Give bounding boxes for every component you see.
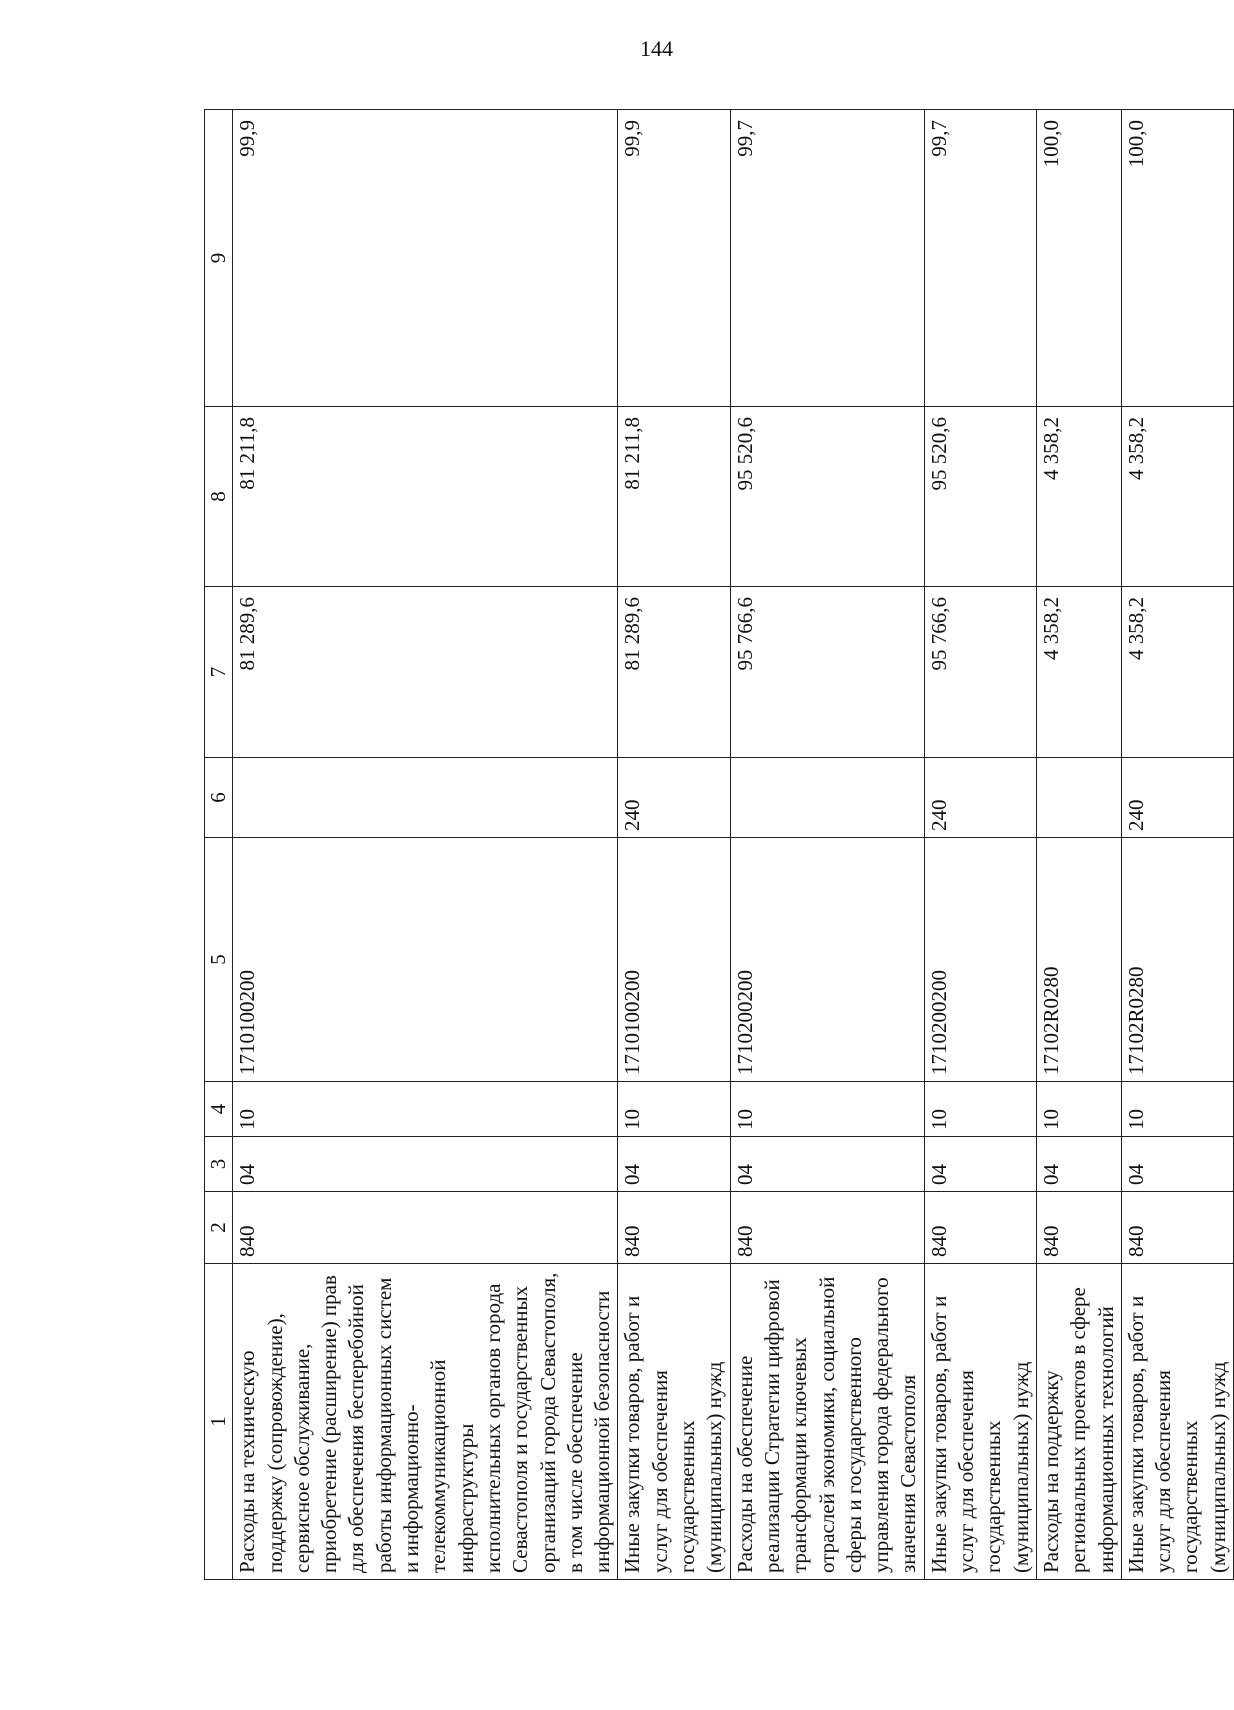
- code-cell: 840: [233, 1192, 618, 1264]
- code-cell: 840: [1121, 1192, 1233, 1264]
- expense-name-cell: Расходы на поддержку региональных проектов в сфере информационных технологий: [1036, 1264, 1121, 1580]
- code-cell: 240: [924, 758, 1036, 838]
- code-cell: 10: [924, 1082, 1036, 1137]
- code-cell: 04: [730, 1137, 924, 1192]
- amount-cell: 4 358,2: [1121, 587, 1233, 758]
- code-cell: 240: [618, 758, 730, 838]
- percent-cell: 100,0: [1121, 110, 1233, 407]
- header-cell: 3: [205, 1137, 233, 1192]
- percent-cell: 99,9: [618, 110, 730, 407]
- code-cell: 1710100200: [233, 838, 618, 1082]
- table-row: [1036, 110, 1121, 1580]
- code-cell: 17102R0280: [1121, 838, 1233, 1082]
- table-header-row: [205, 110, 233, 1580]
- expense-name-cell: Расходы на обеспечение реализации Стратегии цифровой трансформации ключевых отраслей экономики, социальной сферы и государственного управления города федерального значения Севастополя: [730, 1264, 924, 1580]
- code-cell: 840: [1036, 1192, 1121, 1264]
- code-cell: 1710200200: [924, 838, 1036, 1082]
- rotated-table-container: [204, 110, 1230, 1580]
- code-cell: 1710200200: [730, 838, 924, 1082]
- code-cell: 10: [1121, 1082, 1233, 1137]
- expense-name-cell: Иные закупки товаров, работ и услуг для обеспечения государственных (муниципальных) нужд: [1121, 1264, 1233, 1580]
- code-cell: [233, 758, 618, 838]
- page-number: 144: [640, 36, 673, 61]
- code-cell: 240: [1121, 758, 1233, 838]
- table-row: [618, 110, 730, 1580]
- amount-cell: 95 520,6: [730, 407, 924, 587]
- code-cell: 10: [730, 1082, 924, 1137]
- code-cell: 840: [730, 1192, 924, 1264]
- header-cell: 1: [205, 1264, 233, 1580]
- amount-cell: 95 520,6: [924, 407, 1036, 587]
- expense-name-cell: Иные закупки товаров, работ и услуг для обеспечения государственных (муниципальных) нужд: [618, 1264, 730, 1580]
- code-cell: 840: [618, 1192, 730, 1264]
- header-cell: 5: [205, 838, 233, 1082]
- table-row: [1121, 110, 1233, 1580]
- header-cell: 2: [205, 1192, 233, 1264]
- code-cell: 04: [924, 1137, 1036, 1192]
- code-cell: 1710100200: [618, 838, 730, 1082]
- header-cell: 4: [205, 1082, 233, 1137]
- code-cell: 10: [1036, 1082, 1121, 1137]
- percent-cell: 100,0: [1036, 110, 1121, 407]
- amount-cell: 95 766,6: [924, 587, 1036, 758]
- amount-cell: 95 766,6: [730, 587, 924, 758]
- header-cell: 7: [205, 587, 233, 758]
- amount-cell: 4 358,2: [1121, 407, 1233, 587]
- code-cell: 04: [1121, 1137, 1233, 1192]
- amount-cell: 81 289,6: [618, 587, 730, 758]
- code-cell: [730, 758, 924, 838]
- amount-cell: 81 289,6: [233, 587, 618, 758]
- percent-cell: 99,7: [924, 110, 1036, 407]
- amount-cell: 4 358,2: [1036, 407, 1121, 587]
- code-cell: 840: [924, 1192, 1036, 1264]
- code-cell: 04: [618, 1137, 730, 1192]
- code-cell: 10: [233, 1082, 618, 1137]
- table-row: [233, 110, 618, 1580]
- percent-cell: 99,9: [233, 110, 618, 407]
- code-cell: 04: [1036, 1137, 1121, 1192]
- code-cell: 10: [618, 1082, 730, 1137]
- amount-cell: 81 211,8: [618, 407, 730, 587]
- amount-cell: 81 211,8: [233, 407, 618, 587]
- header-cell: 9: [205, 110, 233, 407]
- table-row: [730, 110, 924, 1580]
- amount-cell: 4 358,2: [1036, 587, 1121, 758]
- expense-name-cell: Иные закупки товаров, работ и услуг для обеспечения государственных (муниципальных) нужд: [924, 1264, 1036, 1580]
- code-cell: 17102R0280: [1036, 838, 1121, 1082]
- code-cell: [1036, 758, 1121, 838]
- table-row: [924, 110, 1036, 1580]
- budget-table: [204, 109, 1234, 1580]
- header-cell: 6: [205, 758, 233, 838]
- code-cell: 04: [233, 1137, 618, 1192]
- header-cell: 8: [205, 407, 233, 587]
- expense-name-cell: Расходы на техническую поддержку (сопровождение), сервисное обслуживание, приобретение (расширение) прав для обеспечения бесперебойной работы информационных систем и информационно-телекоммуникационной инфраструктуры исполнительных органов города Севастополя и государственных организаций города Севастополя, в том числе обеспечение информационной безопасности: [233, 1264, 618, 1580]
- percent-cell: 99,7: [730, 110, 924, 407]
